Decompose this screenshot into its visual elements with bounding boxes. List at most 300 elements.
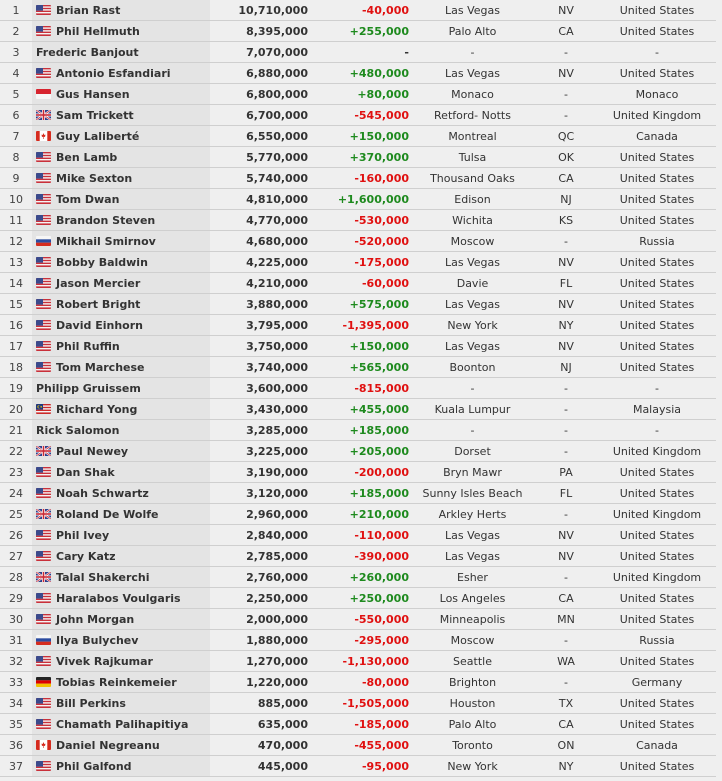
player-cell[interactable] [32, 84, 210, 105]
player-name[interactable]: Tom Dwan [56, 192, 120, 206]
winnings-cell: 3,795,000 [210, 315, 310, 336]
table-row[interactable] [0, 714, 716, 735]
city-cell: Moscow [411, 231, 534, 252]
rank: 18 [9, 360, 23, 374]
player-cell[interactable] [32, 252, 210, 273]
player-cell[interactable] [32, 483, 210, 504]
russia-flag-icon [36, 236, 51, 246]
table-row[interactable] [0, 105, 716, 126]
rank: 37 [9, 759, 23, 773]
change-cell: -60,000 [310, 273, 411, 294]
city-cell: Retford- Notts [411, 105, 534, 126]
player-cell[interactable] [32, 609, 210, 630]
table-row[interactable] [0, 399, 716, 420]
uk-flag-icon [36, 509, 51, 519]
winnings-cell: 3,285,000 [210, 420, 310, 441]
state-cell: - [534, 42, 598, 63]
state-cell: - [534, 231, 598, 252]
winnings-cell: 4,210,000 [210, 273, 310, 294]
player-cell[interactable] [32, 567, 210, 588]
rank: 1 [12, 3, 20, 17]
player-cell[interactable] [32, 168, 210, 189]
country-cell: United States [598, 336, 716, 357]
winnings-cell: 635,000 [210, 714, 310, 735]
change-cell: +370,000 [310, 147, 411, 168]
player-cell[interactable] [32, 21, 210, 42]
player-cell[interactable] [32, 63, 210, 84]
rank: 27 [9, 549, 23, 563]
city-cell: - [411, 378, 534, 399]
table-row[interactable] [0, 42, 716, 63]
country-cell: - [598, 420, 716, 441]
country-cell: United Kingdom [598, 441, 716, 462]
city-cell: Las Vegas [411, 336, 534, 357]
winnings-cell: 3,600,000 [210, 378, 310, 399]
winnings-cell: 2,000,000 [210, 609, 310, 630]
country-cell: United States [598, 588, 716, 609]
table-row[interactable] [0, 147, 716, 168]
player-cell[interactable] [32, 315, 210, 336]
winnings-cell: 7,070,000 [210, 42, 310, 63]
table-row[interactable] [0, 672, 716, 693]
player-name[interactable]: Philipp Gruissem [36, 381, 141, 395]
player-cell[interactable] [32, 588, 210, 609]
state-cell: FL [534, 483, 598, 504]
player-cell[interactable] [32, 210, 210, 231]
state-cell: NY [534, 756, 598, 777]
rank: 10 [9, 192, 23, 206]
state-cell: NV [534, 336, 598, 357]
state-cell: NV [534, 546, 598, 567]
state-cell: QC [534, 126, 598, 147]
rank: 11 [9, 213, 23, 227]
player-name[interactable]: Phil Hellmuth [56, 24, 140, 38]
player-cell[interactable] [32, 0, 210, 21]
us-flag-icon [36, 152, 51, 162]
us-flag-icon [36, 530, 51, 540]
player-name[interactable]: Brandon Steven [56, 213, 156, 227]
table-row[interactable] [0, 126, 716, 147]
player-name[interactable]: Noah Schwartz [56, 486, 149, 500]
winnings-cell: 1,270,000 [210, 651, 310, 672]
player-name[interactable]: Phil Galfond [56, 759, 132, 773]
winnings-cell: 3,225,000 [210, 441, 310, 462]
rank-cell [0, 651, 32, 672]
table-row[interactable] [0, 735, 716, 756]
rank-cell [0, 252, 32, 273]
uk-flag-icon [36, 110, 51, 120]
winnings-cell: 10,710,000 [210, 0, 310, 21]
uk-flag-icon [36, 572, 51, 582]
city-cell: New York [411, 315, 534, 336]
table-row[interactable] [0, 168, 716, 189]
table-row[interactable] [0, 483, 716, 504]
player-cell[interactable] [32, 189, 210, 210]
table-row[interactable] [0, 756, 716, 777]
city-cell: Las Vegas [411, 525, 534, 546]
player-name[interactable]: Phil Ruffin [56, 339, 120, 353]
winnings-cell: 3,190,000 [210, 462, 310, 483]
player-name[interactable]: Mikhail Smirnov [56, 234, 156, 248]
player-cell[interactable] [32, 441, 210, 462]
state-cell: - [534, 84, 598, 105]
table-row[interactable] [0, 294, 716, 315]
rank-cell [0, 105, 32, 126]
country-cell: United States [598, 609, 716, 630]
city-cell: Monaco [411, 84, 534, 105]
change-cell: +210,000 [310, 504, 411, 525]
city-cell: Las Vegas [411, 294, 534, 315]
change-cell: +205,000 [310, 441, 411, 462]
city-cell: Los Angeles [411, 588, 534, 609]
winnings-cell: 3,740,000 [210, 357, 310, 378]
us-flag-icon [36, 362, 51, 372]
country-cell: Russia [598, 231, 716, 252]
player-cell[interactable] [32, 126, 210, 147]
table-row[interactable] [0, 630, 716, 651]
rank-cell [0, 525, 32, 546]
city-cell: Las Vegas [411, 546, 534, 567]
table-row[interactable] [0, 462, 716, 483]
state-cell: CA [534, 21, 598, 42]
rank: 33 [9, 675, 23, 689]
country-cell: United Kingdom [598, 504, 716, 525]
state-cell: NV [534, 525, 598, 546]
state-cell: - [534, 672, 598, 693]
monaco-flag-icon [36, 89, 51, 99]
state-cell: NV [534, 63, 598, 84]
change-cell: -95,000 [310, 756, 411, 777]
change-cell: -160,000 [310, 168, 411, 189]
player-cell[interactable] [32, 651, 210, 672]
country-cell: United States [598, 168, 716, 189]
player-name[interactable]: Cary Katz [56, 549, 116, 563]
city-cell: Las Vegas [411, 252, 534, 273]
player-name[interactable]: Bill Perkins [56, 696, 126, 710]
city-cell: Dorset [411, 441, 534, 462]
change-cell: +575,000 [310, 294, 411, 315]
state-cell: - [534, 399, 598, 420]
change-cell: +150,000 [310, 336, 411, 357]
table-row[interactable] [0, 378, 716, 399]
winnings-cell: 4,810,000 [210, 189, 310, 210]
city-cell: Davie [411, 273, 534, 294]
rank: 12 [9, 234, 23, 248]
city-cell: - [411, 42, 534, 63]
player-cell[interactable] [32, 357, 210, 378]
player-name[interactable]: Talal Shakerchi [56, 570, 150, 584]
us-flag-icon [36, 173, 51, 183]
player-cell[interactable] [32, 273, 210, 294]
country-cell: United Kingdom [598, 567, 716, 588]
table-row[interactable] [0, 567, 716, 588]
country-cell: United States [598, 273, 716, 294]
table-row[interactable] [0, 273, 716, 294]
player-cell[interactable] [32, 672, 210, 693]
country-cell: United States [598, 210, 716, 231]
rank-cell [0, 357, 32, 378]
player-cell[interactable] [32, 525, 210, 546]
rank-cell [0, 0, 32, 21]
player-name[interactable]: Ilya Bulychev [56, 633, 139, 647]
change-cell: -550,000 [310, 609, 411, 630]
player-name[interactable]: Frederic Banjout [36, 45, 139, 59]
table-row[interactable] [0, 420, 716, 441]
country-cell: United States [598, 756, 716, 777]
change-cell: -295,000 [310, 630, 411, 651]
state-cell: - [534, 504, 598, 525]
player-name[interactable]: Roland De Wolfe [56, 507, 159, 521]
player-name[interactable]: Jason Mercier [56, 276, 141, 290]
country-cell: Malaysia [598, 399, 716, 420]
rank: 16 [9, 318, 23, 332]
player-cell[interactable] [32, 105, 210, 126]
us-flag-icon [36, 467, 51, 477]
state-cell: PA [534, 462, 598, 483]
rank-cell [0, 672, 32, 693]
table-row[interactable] [0, 252, 716, 273]
player-name[interactable]: Richard Yong [56, 402, 138, 416]
winnings-cell: 6,700,000 [210, 105, 310, 126]
state-cell: ON [534, 735, 598, 756]
state-cell: MN [534, 609, 598, 630]
city-cell: Thousand Oaks [411, 168, 534, 189]
change-cell: -185,000 [310, 714, 411, 735]
player-name[interactable]: Ben Lamb [56, 150, 118, 164]
city-cell: Toronto [411, 735, 534, 756]
us-flag-icon [36, 194, 51, 204]
state-cell: OK [534, 147, 598, 168]
player-name[interactable]: Tobias Reinkemeier [56, 675, 177, 689]
table-row[interactable] [0, 231, 716, 252]
player-cell[interactable] [32, 378, 210, 399]
player-name[interactable]: Gus Hansen [56, 87, 130, 101]
change-cell: -545,000 [310, 105, 411, 126]
player-name[interactable]: Haralabos Voulgaris [56, 591, 181, 605]
rank-cell [0, 504, 32, 525]
player-cell[interactable] [32, 147, 210, 168]
player-name[interactable]: Bobby Baldwin [56, 255, 148, 269]
player-name[interactable]: Paul Newey [56, 444, 129, 458]
table-row[interactable] [0, 63, 716, 84]
rank-cell [0, 735, 32, 756]
rank: 21 [9, 423, 23, 437]
winnings-cell: 4,225,000 [210, 252, 310, 273]
rank-cell [0, 231, 32, 252]
rank: 23 [9, 465, 23, 479]
state-cell: NJ [534, 189, 598, 210]
table-row[interactable] [0, 693, 716, 714]
player-name[interactable]: David Einhorn [56, 318, 143, 332]
change-cell: -1,395,000 [310, 315, 411, 336]
player-name[interactable]: Brian Rast [56, 3, 121, 17]
player-name[interactable]: Antonio Esfandiari [56, 66, 171, 80]
rank: 19 [9, 381, 23, 395]
player-cell[interactable] [32, 546, 210, 567]
change-cell: +480,000 [310, 63, 411, 84]
player-cell[interactable] [32, 399, 210, 420]
player-cell[interactable] [32, 714, 210, 735]
country-cell: - [598, 378, 716, 399]
us-flag-icon [36, 593, 51, 603]
change-cell: -1,505,000 [310, 693, 411, 714]
player-cell[interactable] [32, 735, 210, 756]
player-cell[interactable] [32, 630, 210, 651]
player-name[interactable]: Robert Bright [56, 297, 141, 311]
player-name[interactable]: Tom Marchese [56, 360, 145, 374]
change-cell: -520,000 [310, 231, 411, 252]
change-cell: +185,000 [310, 483, 411, 504]
rank: 5 [12, 87, 20, 101]
change-cell: -1,130,000 [310, 651, 411, 672]
rank-cell [0, 84, 32, 105]
change-cell: -40,000 [310, 0, 411, 21]
table-row[interactable] [0, 525, 716, 546]
state-cell: CA [534, 714, 598, 735]
country-cell: United States [598, 693, 716, 714]
rank: 25 [9, 507, 23, 521]
winnings-cell: 445,000 [210, 756, 310, 777]
player-cell[interactable] [32, 462, 210, 483]
player-name[interactable]: Dan Shak [56, 465, 115, 479]
table-row[interactable] [0, 588, 716, 609]
state-cell: - [534, 630, 598, 651]
rank: 20 [9, 402, 23, 416]
player-cell[interactable] [32, 42, 210, 63]
player-cell[interactable] [32, 231, 210, 252]
player-name[interactable]: Sam Trickett [56, 108, 134, 122]
player-name[interactable]: Vivek Rajkumar [56, 654, 153, 668]
change-cell: +455,000 [310, 399, 411, 420]
winnings-cell: 885,000 [210, 693, 310, 714]
table-row[interactable] [0, 0, 716, 21]
table-row[interactable] [0, 84, 716, 105]
rank: 17 [9, 339, 23, 353]
table-row[interactable] [0, 651, 716, 672]
player-cell[interactable] [32, 504, 210, 525]
rank: 32 [9, 654, 23, 668]
city-cell: Tulsa [411, 147, 534, 168]
player-name[interactable]: Rick Salomon [36, 423, 120, 437]
rank: 29 [9, 591, 23, 605]
player-name[interactable]: Guy Laliberté [56, 129, 140, 143]
country-cell: United Kingdom [598, 105, 716, 126]
table-row[interactable] [0, 21, 716, 42]
table-row[interactable] [0, 546, 716, 567]
rank-cell [0, 126, 32, 147]
player-cell[interactable] [32, 756, 210, 777]
country-cell: United States [598, 714, 716, 735]
winnings-cell: 3,880,000 [210, 294, 310, 315]
table-row[interactable] [0, 504, 716, 525]
city-cell: Edison [411, 189, 534, 210]
winnings-cell: 6,880,000 [210, 63, 310, 84]
rank-cell [0, 483, 32, 504]
state-cell: NV [534, 294, 598, 315]
rank-cell [0, 588, 32, 609]
country-cell: Canada [598, 126, 716, 147]
change-cell: +150,000 [310, 126, 411, 147]
rank: 31 [9, 633, 23, 647]
change-cell: -530,000 [310, 210, 411, 231]
table-row[interactable] [0, 441, 716, 462]
malaysia-flag-icon [36, 404, 51, 414]
winnings-cell: 4,680,000 [210, 231, 310, 252]
table-row[interactable] [0, 189, 716, 210]
player-name[interactable]: Phil Ivey [56, 528, 110, 542]
table-row[interactable] [0, 315, 716, 336]
country-cell: United States [598, 315, 716, 336]
city-cell: Montreal [411, 126, 534, 147]
player-name[interactable]: John Morgan [56, 612, 135, 626]
change-cell: -815,000 [310, 378, 411, 399]
winnings-cell: 2,760,000 [210, 567, 310, 588]
russia-flag-icon [36, 635, 51, 645]
rank-cell [0, 336, 32, 357]
state-cell: NV [534, 252, 598, 273]
rank: 2 [12, 24, 20, 38]
player-name[interactable]: Chamath Palihapitiya [56, 717, 189, 731]
player-cell[interactable] [32, 693, 210, 714]
state-cell: CA [534, 168, 598, 189]
player-cell[interactable] [32, 336, 210, 357]
player-name[interactable]: Daniel Negreanu [56, 738, 160, 752]
player-cell[interactable] [32, 420, 210, 441]
country-cell: United States [598, 651, 716, 672]
rank-cell [0, 714, 32, 735]
city-cell: Arkley Herts [411, 504, 534, 525]
rank-cell [0, 147, 32, 168]
city-cell: Seattle [411, 651, 534, 672]
rank-cell [0, 168, 32, 189]
city-cell: Las Vegas [411, 0, 534, 21]
winnings-cell: 1,880,000 [210, 630, 310, 651]
rank-cell [0, 378, 32, 399]
table-row[interactable] [0, 210, 716, 231]
rank: 14 [9, 276, 23, 290]
state-cell: CA [534, 588, 598, 609]
rank-cell [0, 567, 32, 588]
winnings-cell: 5,770,000 [210, 147, 310, 168]
player-name[interactable]: Mike Sexton [56, 171, 133, 185]
change-cell: +255,000 [310, 21, 411, 42]
rank-cell [0, 441, 32, 462]
us-flag-icon [36, 719, 51, 729]
winnings-cell: 5,740,000 [210, 168, 310, 189]
us-flag-icon [36, 68, 51, 78]
city-cell: Houston [411, 693, 534, 714]
table-row[interactable] [0, 357, 716, 378]
table-row[interactable] [0, 336, 716, 357]
rank: 6 [12, 108, 20, 122]
rank-cell [0, 609, 32, 630]
player-cell[interactable] [32, 294, 210, 315]
state-cell: KS [534, 210, 598, 231]
state-cell: - [534, 105, 598, 126]
us-flag-icon [36, 257, 51, 267]
country-cell: United States [598, 546, 716, 567]
winnings-cell: 3,430,000 [210, 399, 310, 420]
country-cell: United States [598, 0, 716, 21]
state-cell: NY [534, 315, 598, 336]
table-row[interactable] [0, 609, 716, 630]
country-cell: Germany [598, 672, 716, 693]
rank: 28 [9, 570, 23, 584]
us-flag-icon [36, 614, 51, 624]
city-cell: Palo Alto [411, 21, 534, 42]
country-cell: United States [598, 462, 716, 483]
change-cell: +1,600,000 [310, 189, 411, 210]
